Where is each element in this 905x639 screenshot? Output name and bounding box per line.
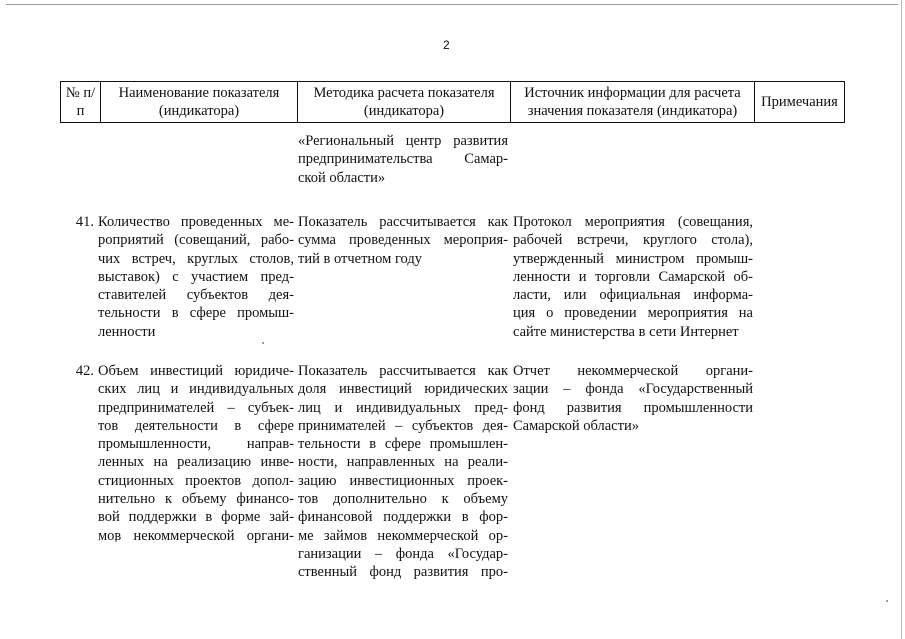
source-line: Самарской области»	[513, 417, 639, 434]
source-line: фонд развития промышленности	[513, 399, 753, 416]
method-cell	[298, 132, 508, 187]
source-line: зации – фонда «Государственный	[513, 381, 753, 398]
name-line: Количество проведенных ме-	[98, 214, 294, 230]
name-line: тов деятельности в сфере	[98, 417, 294, 434]
source-line: ленности и торговли Самарской об-	[513, 268, 753, 285]
header-col-source: Источник информации для расчета значения показателя (индикатора)	[511, 82, 755, 123]
name-line: Объем инвестиций юридиче-	[98, 363, 294, 379]
row-number: 41.	[75, 214, 94, 230]
method-cell	[298, 362, 508, 582]
method-line: лиц и индивидуальных пред-	[298, 399, 508, 416]
source-line: рабочей встречи, круглого стола),	[513, 232, 753, 249]
name-line: ских лиц и индивидуальных	[98, 381, 294, 398]
header-col-number: № п/п	[61, 82, 101, 123]
method-line: ской области»	[298, 169, 386, 186]
method-line: «Региональный центр развития	[298, 133, 508, 149]
name-line: предпринимателей – субъек-	[98, 399, 294, 416]
method-line: Показатель рассчитывается как	[298, 214, 508, 230]
scan-right-edge	[901, 0, 902, 639]
scan-speck	[262, 342, 264, 344]
name-cell	[98, 362, 294, 545]
header-col-name: Наименование показателя (индикатора)	[101, 82, 298, 123]
name-line: вой поддержки в форме зай-	[98, 509, 294, 526]
method-line: ме займов некоммерческой ор-	[298, 527, 508, 544]
name-line: роприятий (совещаний, рабо-	[98, 232, 294, 249]
method-line: принимателей – субъектов дея-	[298, 417, 508, 434]
source-line: утвержденный министром промыш-	[513, 250, 753, 267]
method-cell	[298, 213, 508, 268]
method-line: тельности в сфере промышлен-	[298, 436, 508, 453]
name-line: тельности в сфере промыш-	[98, 305, 294, 322]
method-line: ганизации – фонда «Государ-	[298, 545, 508, 562]
header-col-notes: Примечания	[755, 82, 845, 123]
name-cell	[98, 213, 294, 341]
name-line: ставителей субъектов дея-	[98, 287, 294, 304]
name-line: стиционных проектов допол-	[98, 472, 294, 489]
method-line: предпринимательства Самар-	[298, 151, 508, 168]
name-line: ленности	[98, 323, 156, 340]
method-line: ственный фонд развития про-	[298, 564, 508, 581]
method-line: Показатель рассчитывается как	[298, 363, 508, 379]
scan-speck	[886, 600, 888, 602]
name-line: выставок) с участием пред-	[98, 268, 294, 285]
scan-top-edge	[6, 4, 898, 5]
method-line: тов дополнительно к объему	[298, 491, 508, 508]
method-line: тий в отчетном году	[298, 250, 422, 267]
name-line: мов некоммерческой органи-	[98, 527, 294, 544]
source-line: Протокол мероприятия (совещания,	[513, 214, 753, 230]
table-header	[60, 81, 845, 123]
header-col-method: Методика расчета показателя (индикатора)	[298, 82, 511, 123]
method-line: сумма проведенных мероприя-	[298, 232, 508, 249]
method-line: доля инвестиций юридических	[298, 381, 508, 398]
source-cell	[513, 213, 753, 341]
method-line: финансовой поддержки в фор-	[298, 509, 508, 526]
method-line: ности, направленных на реали-	[298, 454, 508, 471]
name-line: нительно к объему финансо-	[98, 491, 294, 508]
source-line: ласти, или официальная информа-	[513, 287, 753, 304]
name-line: промышленности, направ-	[98, 436, 294, 453]
name-line: чих встреч, круглых столов,	[98, 250, 294, 267]
source-line: сайте министерства в сети Интернет	[513, 323, 739, 340]
source-line: Отчет некоммерческой органи-	[513, 363, 753, 379]
row-number: 42.	[75, 363, 94, 379]
source-line: ция о проведении мероприятия на	[513, 305, 753, 322]
source-cell	[513, 362, 753, 435]
name-line: ленных на реализацию инве-	[98, 454, 294, 471]
page-number: 2	[443, 38, 450, 52]
method-line: зацию инвестиционных проек-	[298, 472, 508, 489]
